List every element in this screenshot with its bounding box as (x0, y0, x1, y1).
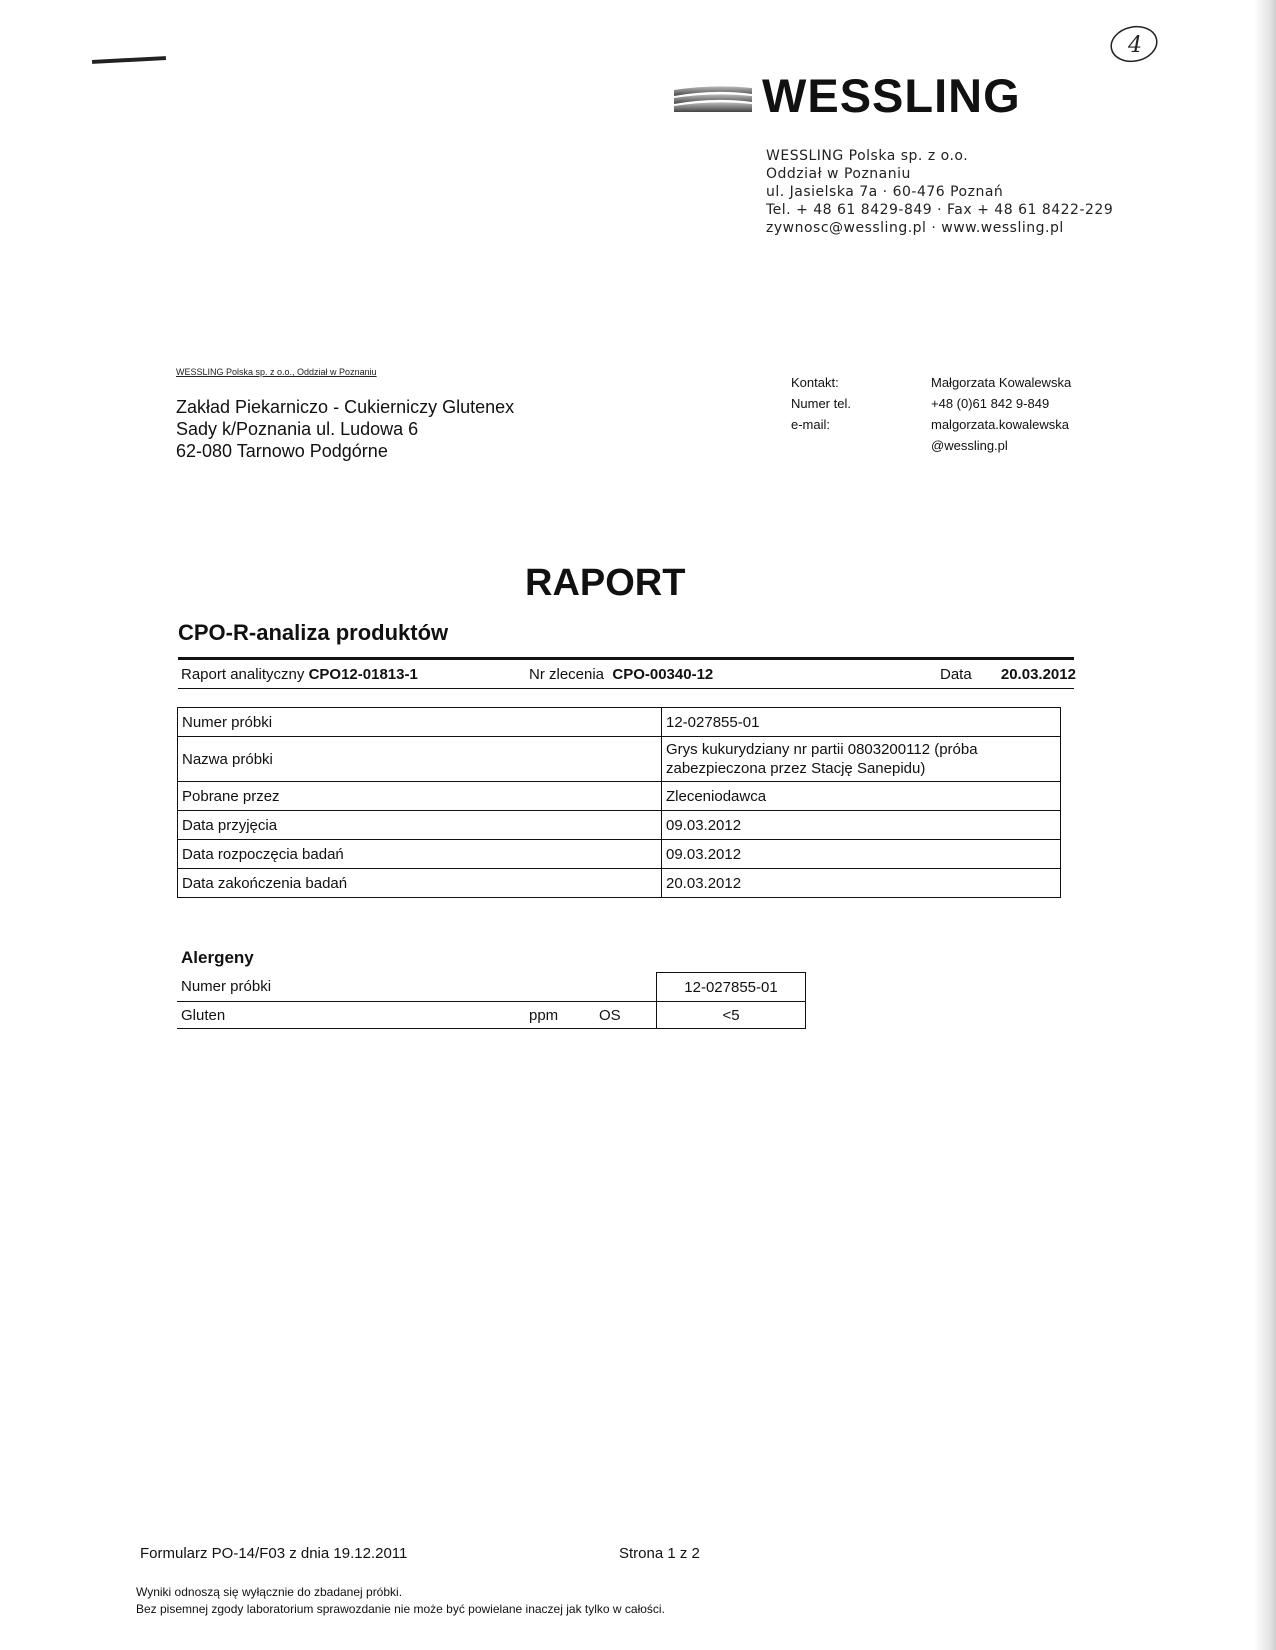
allergens-sample-label: Numer próbki (177, 973, 657, 1002)
email-value-part: @wessling.pl (931, 438, 1008, 453)
order-number (529, 666, 713, 683)
report-date-value: 20.03.2012 (1000, 666, 1076, 683)
recipient-line: Sady k/Poznania ul. Ludowa 6 (176, 419, 419, 439)
order-number-label: Nr zlecenia (529, 666, 605, 683)
table-row (178, 737, 1061, 782)
recipient-address (176, 396, 514, 462)
company-address (766, 147, 1113, 237)
company-line: ul. Jasielska 7a · 60-476 Poznań (766, 184, 1004, 200)
allergens-table (177, 972, 806, 1029)
page-number: Strona 1 z 2 (619, 1545, 700, 1562)
table-value: 20.03.2012 (662, 869, 1061, 898)
allergen-result: <5 (657, 1002, 806, 1029)
table-key: Data zakończenia badań (178, 869, 662, 898)
disclaimer-line: Bez pisemnej zgody laboratorium sprawozdanie nie może być powielane inaczej jak tylko w całości. (136, 1602, 665, 1616)
allergen-method: OS (595, 1002, 657, 1029)
logo-wordmark: WESSLING (762, 69, 1021, 122)
report-date-label: Data (940, 666, 972, 683)
allergen-name: Gluten (177, 1002, 525, 1029)
table-row (178, 782, 1061, 811)
table-value: 09.03.2012 (662, 840, 1061, 869)
company-line: Tel. + 48 61 8429-849 · Fax + 48 61 8422-229 (766, 202, 1114, 218)
contact-block (791, 372, 1091, 456)
email-value (931, 414, 1091, 456)
table-row (177, 1002, 806, 1029)
allergens-sample-value: 12-027855-01 (657, 973, 806, 1002)
phone-label: Numer tel. (791, 396, 851, 411)
phone-value: +48 (0)61 842 9-849 (931, 396, 1050, 411)
table-key: Nazwa próbki (178, 737, 662, 782)
handwritten-number-text: 4 (1128, 33, 1142, 58)
contact-value: Małgorzata Kowalewska (931, 375, 1072, 390)
table-key: Pobrane przez (178, 782, 662, 811)
sample-info-table (177, 707, 1061, 898)
table-value: 12-027855-01 (662, 708, 1061, 737)
table-row (177, 973, 806, 1002)
table-row (178, 869, 1061, 898)
scan-mark (92, 56, 166, 64)
sender-return-address: WESSLING Polska sp. z o.o., Oddział w Poznaniu (176, 367, 377, 377)
report-number-value: CPO12-01813-1 (308, 666, 418, 683)
report-date (940, 666, 1076, 683)
email-label: e-mail: (791, 417, 831, 432)
divider (178, 657, 1074, 660)
wessling-wave-logo-icon (674, 84, 752, 112)
table-value: Zleceniodawca (662, 782, 1061, 811)
divider (178, 688, 1074, 689)
table-key: Numer próbki (178, 708, 662, 737)
footer-disclaimer (136, 1584, 665, 1618)
order-number-value: CPO-00340-12 (612, 666, 714, 683)
company-line: zywnosc@wessling.pl · www.wessling.pl (766, 220, 1064, 236)
form-reference: Formularz PO-14/F03 z dnia 19.12.2011 (140, 1545, 408, 1562)
report-number (181, 666, 418, 683)
report-subtitle: CPO-R-analiza produktów (178, 620, 449, 645)
table-row (178, 811, 1061, 840)
company-line: Oddział w Poznaniu (766, 166, 911, 182)
disclaimer-line: Wyniki odnoszą się wyłącznie do zbadanej próbki. (136, 1585, 403, 1599)
allergen-unit: ppm (525, 1002, 595, 1029)
recipient-line: 62-080 Tarnowo Podgórne (176, 441, 388, 461)
table-value: Grys kukurydziany nr partii 0803200112 (próba zabezpieczona przez Stację Sanepidu) (662, 737, 1061, 782)
table-key: Data przyjęcia (178, 811, 662, 840)
scan-page-edge (1254, 0, 1276, 1650)
contact-label: Kontakt: (791, 375, 839, 390)
table-value: 09.03.2012 (662, 811, 1061, 840)
report-title: RAPORT (525, 562, 686, 604)
company-line: WESSLING Polska sp. z o.o. (766, 148, 969, 164)
table-row (178, 708, 1061, 737)
email-value-part: malgorzata.kowalewska (931, 417, 1070, 432)
handwritten-page-number (1108, 24, 1160, 64)
recipient-line: Zakład Piekarniczo - Cukierniczy Glutenex (176, 397, 515, 417)
report-number-label: Raport analityczny (181, 666, 305, 683)
allergens-heading: Alergeny (181, 948, 254, 967)
table-key: Data rozpoczęcia badań (178, 840, 662, 869)
table-row (178, 840, 1061, 869)
